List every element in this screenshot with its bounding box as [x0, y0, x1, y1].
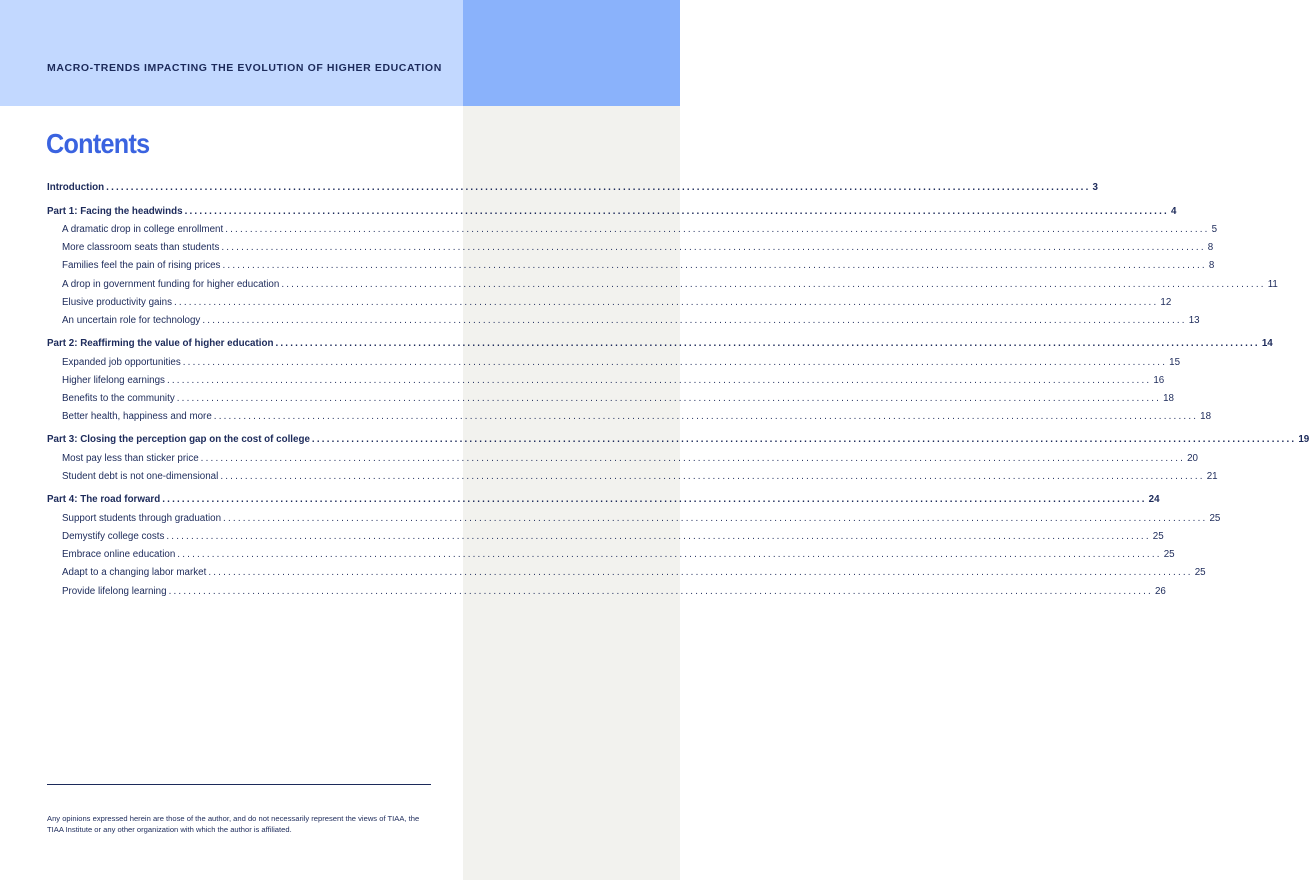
toc-dot-leader: ........................................................................................................................................................................................................: [168, 585, 1153, 597]
toc-dot-leader: ........................................................................................................................................................................................................: [174, 296, 1159, 308]
toc-entry-label: Most pay less than sticker price: [62, 452, 199, 464]
toc-entry-label: More classroom seats than students: [62, 242, 220, 254]
disclaimer-text: Any opinions expressed herein are those of the author, and do not necessarily represent the views of TIAA, the TIAA Institute or any other organization with which the author is affiliated.: [47, 814, 420, 834]
toc-page-number: 24: [1148, 494, 1160, 506]
toc-entry-label: An uncertain role for technology: [62, 314, 201, 326]
toc-dot-leader: ........................................................................................................................................................................................................: [275, 338, 1260, 350]
toc-entry-label: Embrace online education: [62, 549, 176, 561]
toc-page-number: 18: [1163, 393, 1175, 404]
toc-subsection-entry[interactable]: [47, 585, 1166, 604]
toc-subsection-entry[interactable]: [47, 314, 1200, 333]
header-band: [0, 0, 463, 106]
toc-dot-leader: ........................................................................................................................................................................................................: [221, 242, 1206, 254]
toc-page-number: 12: [1160, 296, 1172, 308]
toc-page-number: 8: [1207, 242, 1214, 254]
toc-dot-leader: ........................................................................................................................................................................................................: [162, 494, 1147, 506]
toc-dot-leader: ........................................................................................................................................................................................................: [208, 567, 1193, 579]
table-of-contents: [47, 182, 1309, 604]
toc-subsection-entry[interactable]: [47, 549, 1175, 567]
toc-subsection-entry[interactable]: [47, 374, 1165, 393]
document-series-title: MACRO-TRENDS IMPACTING THE EVOLUTION OF HIGHER EDUCATION: [47, 62, 442, 74]
toc-entry-label: Part 2: Reaffirming the value of higher education: [47, 338, 274, 350]
toc-subsection-entry[interactable]: [47, 411, 1212, 429]
toc-entry-label: Demystify college costs: [62, 530, 165, 542]
toc-page-number: 3: [1092, 182, 1098, 193]
toc-entry-label: Part 4: The road forward: [47, 494, 161, 506]
toc-page-number: 14: [1261, 338, 1273, 350]
toc-dot-leader: ........................................................................................................................................................................................................: [223, 512, 1208, 524]
toc-entry-label: Adapt to a changing labor market: [62, 567, 207, 579]
toc-subsection-entry[interactable]: [47, 260, 1215, 278]
toc-page-number: 21: [1206, 471, 1218, 483]
toc-subsection-entry[interactable]: [47, 296, 1172, 315]
toc-section-entry[interactable]: [47, 338, 1273, 357]
toc-page-number: 4: [1170, 205, 1177, 217]
toc-dot-leader: ........................................................................................................................................................................................................: [281, 278, 1266, 290]
toc-dot-leader: ........................................................................................................................................................................................................: [220, 471, 1205, 483]
toc-page-number: 5: [1211, 224, 1218, 235]
toc-page-number: 20: [1187, 452, 1198, 464]
toc-subsection-entry[interactable]: [47, 393, 1175, 411]
toc-page-number: 8: [1208, 260, 1215, 272]
toc-dot-leader: ........................................................................................................................................................................................................: [222, 260, 1207, 272]
toc-page-number: 25: [1194, 567, 1206, 579]
toc-entry-label: Support students through graduation: [62, 512, 222, 524]
toc-subsection-entry[interactable]: [47, 567, 1206, 585]
toc-entry-label: Elusive productivity gains: [62, 296, 172, 308]
toc-section-entry[interactable]: [47, 182, 1098, 201]
toc-dot-leader: ........................................................................................................................................................................................................: [184, 205, 1169, 217]
toc-subsection-entry[interactable]: [47, 242, 1214, 260]
header-accent-block: [463, 0, 680, 106]
toc-page-number: 15: [1169, 356, 1181, 368]
toc-page-number: 11: [1267, 278, 1278, 290]
toc-entry-label: A dramatic drop in college enrollment: [62, 224, 224, 235]
toc-entry-label: Part 1: Facing the headwinds: [47, 205, 183, 217]
toc-section-entry[interactable]: [47, 434, 1309, 453]
toc-subsection-entry[interactable]: [47, 452, 1198, 471]
toc-page-number: 25: [1209, 512, 1221, 524]
toc-entry-label: Higher lifelong earnings: [62, 374, 165, 386]
toc-entry-label: A drop in government funding for higher education: [62, 278, 280, 290]
toc-entry-label: Introduction: [47, 182, 105, 193]
footer-divider: [47, 784, 431, 785]
toc-entry-label: Benefits to the community: [62, 393, 175, 404]
toc-entry-label: Expanded job opportunities: [62, 356, 181, 368]
side-panel: [463, 106, 680, 880]
toc-entry-label: Provide lifelong learning: [62, 585, 167, 597]
toc-section-entry[interactable]: [47, 205, 1177, 225]
toc-subsection-entry[interactable]: [47, 512, 1221, 531]
toc-dot-leader: ........................................................................................................................................................................................................: [311, 434, 1297, 446]
toc-section-entry[interactable]: [47, 494, 1160, 513]
toc-dot-leader: ........................................................................................................................................................................................................: [177, 549, 1162, 561]
contents-heading: Contents: [46, 128, 150, 159]
toc-dot-leader: ........................................................................................................................................................................................................: [106, 182, 1091, 193]
toc-subsection-entry[interactable]: [47, 471, 1218, 489]
toc-dot-leader: ........................................................................................................................................................................................................: [166, 374, 1152, 386]
toc-dot-leader: ........................................................................................................................................................................................................: [200, 452, 1186, 464]
toc-page-number: 25: [1163, 549, 1175, 561]
toc-subsection-entry[interactable]: [47, 278, 1278, 297]
toc-dot-leader: ........................................................................................................................................................................................................: [166, 530, 1151, 542]
toc-subsection-entry[interactable]: [47, 224, 1218, 242]
toc-page-number: 18: [1200, 411, 1212, 423]
toc-subsection-entry[interactable]: [47, 530, 1164, 549]
toc-page-number: 26: [1154, 585, 1166, 597]
toc-dot-leader: ........................................................................................................................................................................................................: [202, 314, 1187, 326]
toc-entry-label: Families feel the pain of rising prices: [62, 260, 221, 272]
toc-subsection-entry[interactable]: [47, 356, 1181, 375]
toc-page-number: 16: [1153, 374, 1165, 386]
toc-entry-label: Better health, happiness and more: [62, 411, 212, 423]
toc-entry-label: Part 3: Closing the perception gap on the cost of college: [47, 434, 310, 446]
toc-dot-leader: ........................................................................................................................................................................................................: [182, 356, 1168, 368]
toc-page-number: 13: [1188, 314, 1200, 326]
toc-page-number: 25: [1152, 530, 1164, 542]
toc-page-number: 19: [1298, 434, 1309, 446]
toc-dot-leader: ........................................................................................................................................................................................................: [176, 393, 1162, 404]
toc-dot-leader: ........................................................................................................................................................................................................: [213, 411, 1199, 423]
toc-dot-leader: ........................................................................................................................................................................................................: [225, 224, 1210, 235]
toc-entry-label: Student debt is not one-dimensional: [62, 471, 219, 483]
